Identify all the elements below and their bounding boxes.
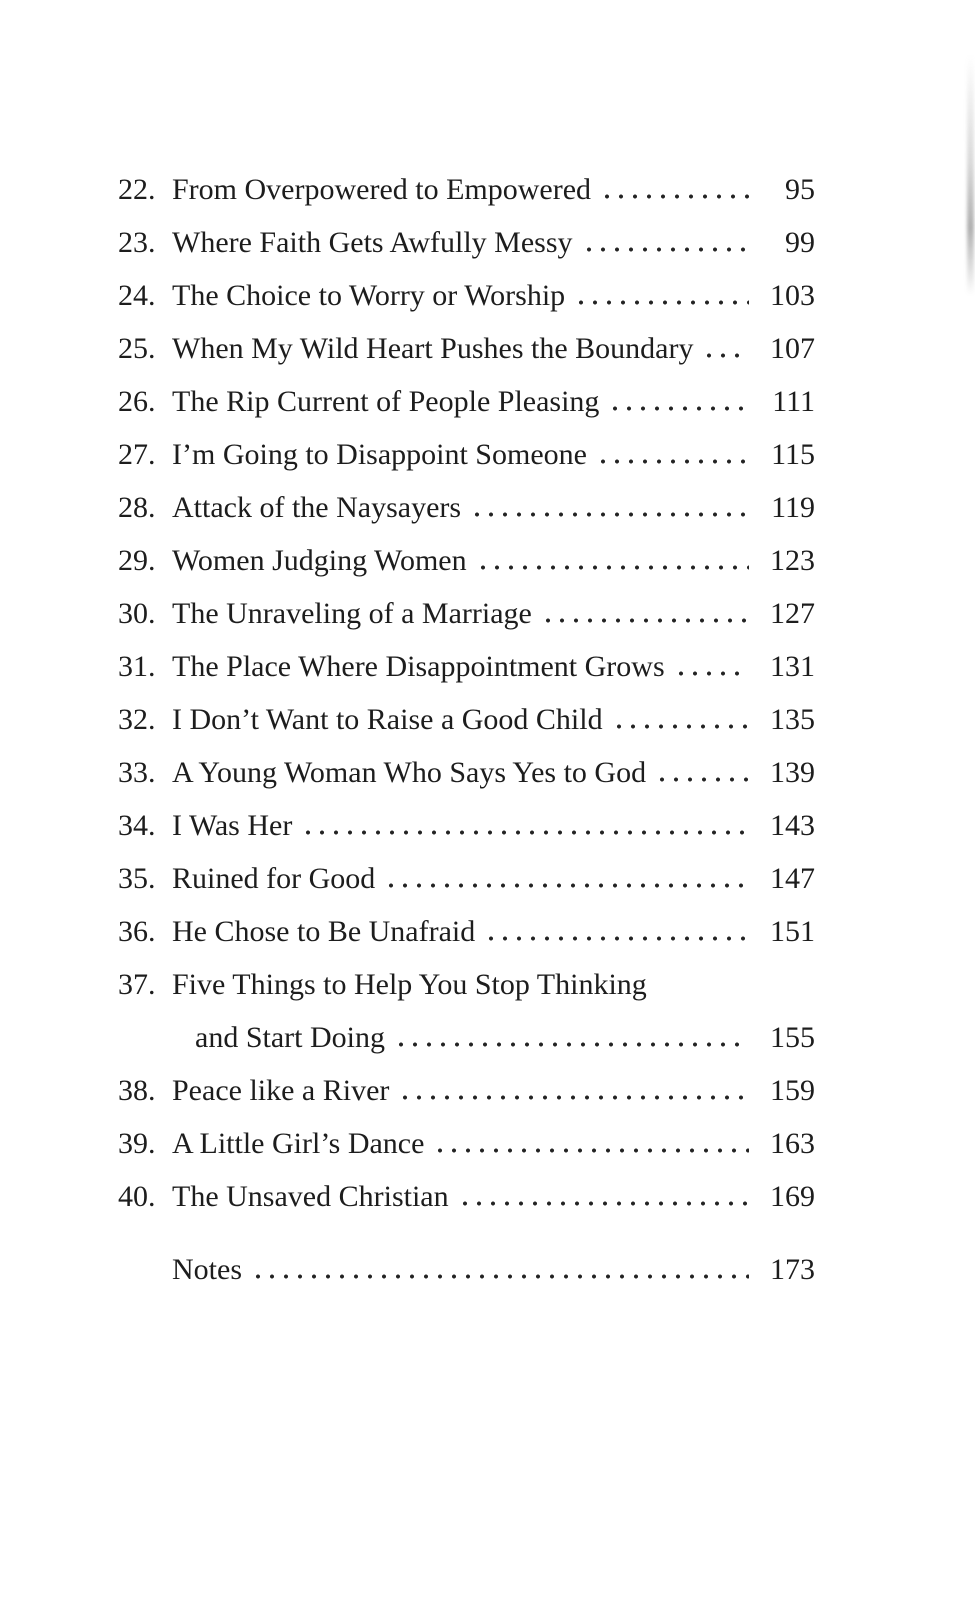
page-number: 159 — [770, 1074, 815, 1107]
chapter-number: 39. — [118, 1127, 156, 1160]
toc-entry — [118, 799, 815, 852]
page-number: 115 — [771, 438, 815, 471]
toc-entry — [118, 163, 815, 216]
dot-leader — [476, 565, 749, 570]
toc-entry — [118, 1117, 815, 1170]
chapter-number: 35. — [118, 862, 156, 895]
chapter-title-continued: and Start Doing — [195, 1021, 385, 1054]
toc-entry — [118, 322, 815, 375]
page-number: 119 — [771, 491, 815, 524]
chapter-title: Where Faith Gets Awfully Messy — [172, 226, 573, 259]
dot-leader — [394, 1042, 749, 1047]
chapter-title: The Choice to Worry or Worship — [172, 279, 566, 312]
dot-leader — [301, 830, 749, 835]
page-number: 95 — [785, 173, 815, 206]
toc-entry — [118, 958, 815, 1011]
chapter-number: 24. — [118, 279, 156, 312]
dot-leader — [470, 512, 749, 517]
chapter-number: 33. — [118, 756, 156, 789]
toc-entry — [118, 216, 815, 269]
dot-leader — [674, 671, 749, 676]
dot-leader — [251, 1274, 749, 1279]
chapter-title: Notes — [172, 1253, 242, 1286]
chapter-title: From Overpowered to Empowered — [172, 173, 592, 206]
toc-entry — [118, 1170, 815, 1223]
dot-leader — [612, 724, 749, 729]
dot-leader — [582, 247, 749, 252]
page-number: 111 — [772, 385, 815, 418]
dot-leader — [384, 883, 749, 888]
page-number: 107 — [770, 332, 815, 365]
dot-leader — [596, 459, 749, 464]
toc-entry — [118, 852, 815, 905]
chapter-number: 28. — [118, 491, 156, 524]
toc-entry — [118, 481, 815, 534]
chapter-number: 30. — [118, 597, 156, 630]
chapter-number: 26. — [118, 385, 156, 418]
toc-entry — [118, 640, 815, 693]
chapter-number: 32. — [118, 703, 156, 736]
page-number: 155 — [770, 1021, 815, 1054]
toc-entry — [118, 905, 815, 958]
page-number: 123 — [770, 544, 815, 577]
toc-entry-notes — [118, 1243, 815, 1296]
page-edge-shadow — [967, 55, 974, 295]
chapter-title: A Young Woman Who Says Yes to God — [172, 756, 647, 789]
chapter-number: 37. — [118, 968, 156, 1001]
chapter-title: Five Things to Help You Stop Thinking — [172, 968, 647, 1001]
dot-leader — [398, 1095, 749, 1100]
page-number: 143 — [770, 809, 815, 842]
dot-leader — [702, 353, 749, 358]
chapter-number: 36. — [118, 915, 156, 948]
chapter-title: I Was Her — [172, 809, 293, 842]
chapter-title: A Little Girl’s Dance — [172, 1127, 425, 1160]
chapter-title: He Chose to Be Unafraid — [172, 915, 476, 948]
chapter-title: I’m Going to Disappoint Someone — [172, 438, 587, 471]
toc-entry — [118, 375, 815, 428]
chapter-title: The Unsaved Christian — [172, 1180, 449, 1213]
toc-entry — [118, 746, 815, 799]
page-number: 127 — [770, 597, 815, 630]
chapter-number: 40. — [118, 1180, 156, 1213]
page-number: 163 — [770, 1127, 815, 1160]
chapter-title: When My Wild Heart Pushes the Boundary — [172, 332, 694, 365]
chapter-title: I Don’t Want to Raise a Good Child — [172, 703, 603, 736]
page-number: 99 — [785, 226, 815, 259]
chapter-number: 25. — [118, 332, 156, 365]
chapter-title: Women Judging Women — [172, 544, 467, 577]
page-number: 139 — [770, 756, 815, 789]
toc-entry — [118, 1064, 815, 1117]
toc-entry — [118, 269, 815, 322]
page-number: 151 — [770, 915, 815, 948]
dot-leader — [608, 406, 749, 411]
dot-leader — [574, 300, 749, 305]
chapter-number: 38. — [118, 1074, 156, 1107]
chapter-number: 23. — [118, 226, 156, 259]
chapter-number: 22. — [118, 173, 156, 206]
chapter-title: Peace like a River — [172, 1074, 390, 1107]
dot-leader — [458, 1201, 749, 1206]
chapter-number: 31. — [118, 650, 156, 683]
chapter-number: 27. — [118, 438, 156, 471]
dot-leader — [484, 936, 749, 941]
toc-entry — [118, 534, 815, 587]
toc-entry-continuation — [118, 1011, 815, 1064]
toc-entry — [118, 587, 815, 640]
chapter-title: Attack of the Naysayers — [172, 491, 462, 524]
table-of-contents — [118, 163, 815, 1296]
chapter-title: The Unraveling of a Marriage — [172, 597, 532, 630]
chapter-number: 29. — [118, 544, 156, 577]
chapter-title: The Place Where Disappointment Grows — [172, 650, 665, 683]
dot-leader — [655, 777, 749, 782]
page-number: 135 — [770, 703, 815, 736]
page-number: 147 — [770, 862, 815, 895]
chapter-title: The Rip Current of People Pleasing — [172, 385, 600, 418]
toc-entry — [118, 693, 815, 746]
page-number: 173 — [770, 1253, 815, 1286]
toc-entry — [118, 428, 815, 481]
chapter-title: Ruined for Good — [172, 862, 376, 895]
page-number: 103 — [770, 279, 815, 312]
dot-leader — [541, 618, 749, 623]
page-number: 131 — [770, 650, 815, 683]
dot-leader — [433, 1148, 749, 1153]
chapter-number: 34. — [118, 809, 156, 842]
page-number: 169 — [770, 1180, 815, 1213]
dot-leader — [600, 194, 749, 199]
